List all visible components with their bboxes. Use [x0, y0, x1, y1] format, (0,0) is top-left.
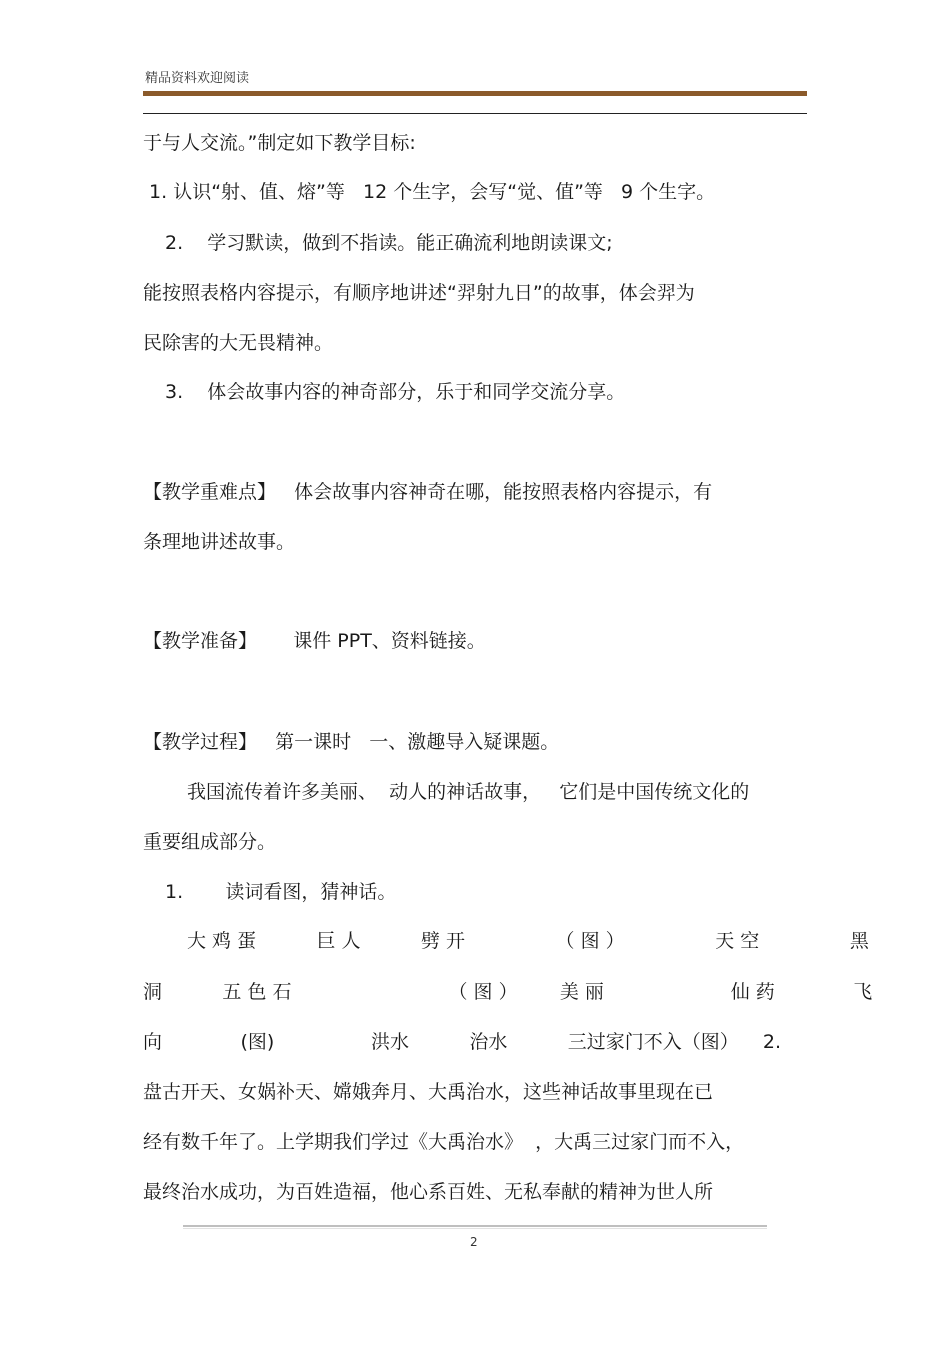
header-rule-thin [143, 113, 807, 114]
text-line: 于与人交流。”制定如下教学目标: [143, 132, 416, 154]
section-heading-process: 【教学过程】 第一课时 一、激趣导入疑课题。 [143, 731, 560, 753]
page-number: 2 [470, 1235, 478, 1249]
text-line: 重要组成部分。 [143, 831, 277, 853]
text-line: 最终治水成功，为百姓造福，他心系百姓、无私奉献的精神为世人所 [143, 1181, 714, 1203]
section-heading-key-points: 【教学重难点】 体会故事内容神奇在哪，能按照表格内容提示，有 [143, 481, 713, 503]
text-line: 1. 认识“射、值、熔”等 12 个生字，会写“觉、值”等 9 个生字。 [143, 181, 716, 203]
footer-rule-light [183, 1228, 767, 1229]
header-rule-thick [143, 91, 807, 96]
word-list-line: 向 (图) 洪水 治水 三过家门不入（图） 2. [143, 1031, 782, 1053]
text-line: 1. 读词看图，猜神话。 [165, 881, 397, 903]
text-line: 能按照表格内容提示，有顺序地讲述“羿射九日”的故事，体会羿为 [143, 282, 695, 304]
text-line: 盘古开天、女娲补天、嫦娥奔月、大禹治水，这些神话故事里现在已 [143, 1081, 714, 1103]
text-line: 民除害的大无畏精神。 [143, 332, 334, 354]
section-heading-preparation: 【教学准备】 课件 PPT、资料链接。 [143, 630, 486, 652]
text-line: 条理地讲述故事。 [143, 531, 296, 553]
footer-rule [183, 1225, 767, 1227]
text-line: 经有数千年了。上学期我们学过《大禹治水》 ，大禹三过家门而不入， [143, 1131, 745, 1153]
page-header: 精品资料欢迎阅读 [145, 71, 250, 86]
word-list-line: 大 鸡 蛋 巨 人 劈 开 （ 图 ） 天 空 黑 [187, 930, 869, 952]
text-line: 我国流传着许多美丽、 动人的神话故事， 它们是中国传统文化的 [187, 781, 750, 803]
text-line: 2. 学习默读，做到不指读。能正确流利地朗读课文; [165, 232, 613, 254]
word-list-line: 洞 五 色 石 （ 图 ） 美 丽 仙 药 飞 [143, 981, 873, 1003]
text-line: 3. 体会故事内容的神奇部分，乐于和同学交流分享。 [165, 381, 626, 403]
